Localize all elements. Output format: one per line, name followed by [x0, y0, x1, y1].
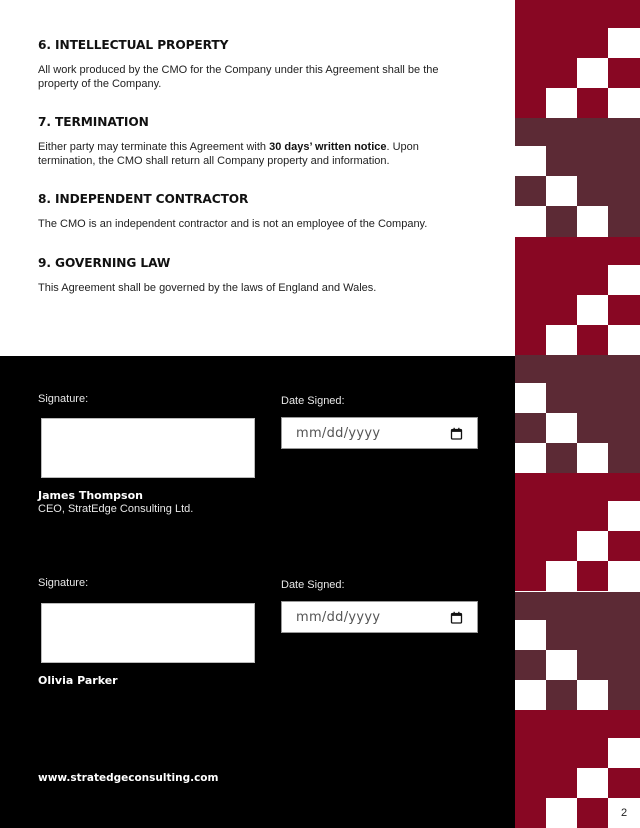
decorative-checker-pattern	[515, 0, 640, 828]
body-text: . Upon termination, the CMO shall return all Company property and information.	[38, 141, 419, 167]
date-placeholder: mm/dd/yyyy	[296, 609, 381, 625]
section-governing-law	[38, 255, 478, 295]
section-heading: 7. TERMINATION	[38, 115, 149, 129]
date-signed-input-james-thompson[interactable]	[281, 417, 478, 449]
section-intellectual-property	[38, 37, 478, 91]
section-heading: 9. GOVERNING LAW	[38, 256, 171, 270]
section-body: All work produced by the CMO for the Company under this Agreement shall be the property of the Company.	[38, 64, 439, 90]
signature-field-james-thompson[interactable]	[41, 418, 255, 478]
section-heading: 6. INTELLECTUAL PROPERTY	[38, 38, 229, 52]
signatory-name: Olivia Parker	[38, 674, 118, 687]
section-body: This Agreement shall be governed by the laws of England and Wales.	[38, 282, 377, 294]
pattern-block-dark	[515, 355, 640, 473]
date-signed-label: Date Signed:	[281, 395, 345, 407]
body-text: Either party may terminate this Agreement with	[38, 141, 270, 153]
pattern-block-red	[515, 0, 640, 118]
section-heading: 8. INDEPENDENT CONTRACTOR	[38, 192, 249, 206]
date-signed-input-olivia-parker[interactable]	[281, 601, 478, 633]
agreement-terms	[0, 0, 515, 356]
signature-label: Signature:	[38, 577, 89, 589]
pattern-block-red	[515, 473, 640, 591]
page-number: 2	[620, 807, 628, 819]
calendar-icon[interactable]	[450, 427, 463, 440]
pattern-block-dark	[515, 118, 640, 236]
signatory-name: James Thompson	[38, 489, 143, 502]
signature-label: Signature:	[38, 393, 89, 405]
section-termination	[38, 114, 478, 168]
section-body: The CMO is an independent contractor and is not an employee of the Company.	[38, 218, 428, 230]
pattern-block-dark	[515, 592, 640, 710]
date-signed-label: Date Signed:	[281, 579, 345, 591]
signature-field-olivia-parker[interactable]	[41, 603, 255, 663]
section-independent-contractor	[38, 191, 478, 231]
pattern-block-red	[515, 237, 640, 355]
date-placeholder: mm/dd/yyyy	[296, 425, 381, 441]
company-website: www.stratedgeconsulting.com	[38, 772, 219, 784]
section-body	[38, 140, 478, 168]
notice-period-highlight: 30 days’ written notice	[269, 141, 387, 153]
calendar-icon[interactable]	[450, 611, 463, 624]
signatory-title: CEO, StratEdge Consulting Ltd.	[38, 503, 194, 515]
